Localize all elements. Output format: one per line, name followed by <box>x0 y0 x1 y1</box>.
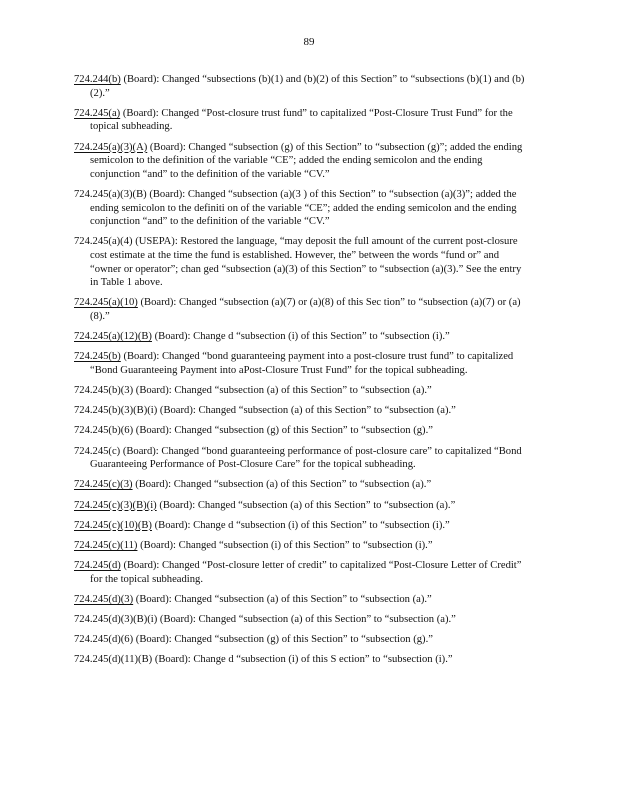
entry-text: (Board): Changed “subsection (a)(3 ) of this Section” to “subsection (a)(3)”; added the ending semicolon to the definiti on of the variable “CE”; added the ending semicolon and the ending conjunction “and” to the definition of the variable “CV.” <box>90 188 517 228</box>
amendment-entry <box>74 559 532 586</box>
section-reference: 724.245(a)(3)(B) <box>74 188 147 200</box>
amendment-entry <box>74 613 532 627</box>
section-reference: 724.245(a)(4) <box>74 236 133 248</box>
section-reference: 724.245(b)(6) <box>74 425 134 437</box>
section-reference: 724.245(d) <box>74 560 121 572</box>
section-reference: 724.245(c)(10)(B) <box>74 519 152 531</box>
section-reference: 724.245(a)(3)(A) <box>74 141 148 153</box>
amendment-entry <box>74 384 532 398</box>
amendment-entry <box>74 141 532 182</box>
section-reference: 724.245(c) <box>74 445 121 457</box>
entry-text: (Board): Change d “subsection (i) of this Section” to “subsection (i).” <box>151 331 450 343</box>
section-reference: 724.245(a)(10) <box>74 297 138 309</box>
entry-text: (Board): Changed “subsection (a) of this Section” to “subsection (a).” <box>157 614 456 626</box>
section-reference: 724.245(b)(3) <box>74 385 134 397</box>
section-reference: 724.245(c)(3) <box>74 479 133 491</box>
section-reference: 724.244(b) <box>74 74 121 85</box>
entry-text: (Board): Changed “subsections (b)(1) and (b)(2) of this Section” to “subsections (b)(1) and (b)(2).” <box>90 74 525 99</box>
amendment-entry <box>74 633 532 647</box>
section-reference: 724.245(d)(6) <box>74 634 134 646</box>
section-reference: 724.245(a)(12)(B) <box>74 331 152 343</box>
entry-text: (Board): Changed “subsection (i) of this Section” to “subsection (i).” <box>137 539 433 551</box>
amendment-entry <box>74 296 532 323</box>
amendment-entry <box>74 107 532 134</box>
section-reference: 724.245(b) <box>74 351 121 363</box>
entry-text: (Board): Change d “subsection (i) of this Section” to “subsection (i).” <box>151 519 450 531</box>
entry-text: (Board): Changed “Post-closure letter of credit” to capitalized “Post-Closure Letter of Credit” for the topical subheading. <box>90 560 522 585</box>
entry-text: (Board): Changed “Post-closure trust fund” to capitalized “Post-Closure Trust Fund” for the topical subheading. <box>90 107 513 133</box>
amendment-entry <box>74 478 532 492</box>
entry-text: (Board): Changed “subsection (a) of this Section” to “subsection (a).” <box>157 405 456 417</box>
amendment-entry <box>74 445 532 472</box>
entry-text: (Board): Change d “subsection (i) of this S ection” to “subsection (i).” <box>152 654 453 666</box>
entry-text: (Board): Changed “subsection (g) of this Section” to “subsection (g).” <box>133 634 433 646</box>
entry-text: (Board): Changed “subsection (a) of this Section” to “subsection (a).” <box>156 499 456 511</box>
amendment-entry <box>74 330 532 344</box>
entry-text: (Board): Changed “subsection (g) of this Section” to “subsection (g)”; added the ending semicolon to the definition of the variable “CE”; added the ending semicolon and the ending conjunction “and” to the definition of the variable “CV.” <box>90 141 523 180</box>
page-number: 89 <box>303 36 315 48</box>
amendment-entry <box>74 350 532 377</box>
amendment-entry <box>74 539 532 553</box>
section-reference: 724.245(c)(3)(B)(i) <box>74 499 157 511</box>
amendment-entry <box>74 73 532 100</box>
entry-text: (Board): Changed “bond guaranteeing payment into a post-closure trust fund” to capitalized “Bond Guaranteeing Payment into aPost-Closure Trust Fund” for the topical subheading. <box>90 351 514 376</box>
amendment-entry <box>74 653 532 667</box>
amendment-entry <box>74 188 532 229</box>
section-reference: 724.245(d)(3)(B)(i) <box>74 614 158 626</box>
amendment-entry <box>74 499 532 513</box>
entry-text: (Board): Changed “subsection (a) of this Section” to “subsection (a).” <box>133 385 432 397</box>
section-reference: 724.245(d)(3) <box>74 593 134 605</box>
amendment-entry <box>74 404 532 418</box>
amendment-entry <box>74 519 532 533</box>
entry-text: (Board): Changed “bond guaranteeing performance of post-closure care” to capitalized “Bond Guaranteeing Performance of Post-Closure Care” for the topical subheading. <box>90 445 522 471</box>
entry-text: (Board): Changed “subsection (g) of this Section” to “subsection (g).” <box>133 425 433 437</box>
section-reference: 724.245(c)(11) <box>74 539 138 551</box>
entry-text: (Board): Changed “subsection (a) of this Section” to “subsection (a).” <box>133 593 432 605</box>
entry-text: (USEPA): Restored the language, “may deposit the full amount of the current post-closure cost estimate at the time the fund is established. However, the” between the words “fund or” and “owner or operator”; chan ged “subsection (a)(3) of this Section” to “subsection (a)(3).” See the entry in Table 1 above. <box>90 236 522 289</box>
amendment-entries-list <box>74 73 532 674</box>
section-reference: 724.245(a) <box>74 107 121 119</box>
entry-text: (Board): Changed “subsection (a) of this Section” to “subsection (a).” <box>132 479 432 491</box>
amendment-entry <box>74 424 532 438</box>
amendment-entry <box>74 593 532 607</box>
section-reference: 724.245(b)(3)(B)(i) <box>74 405 158 417</box>
section-reference: 724.245(d)(11)(B) <box>74 654 153 666</box>
amendment-entry <box>74 235 532 289</box>
entry-text: (Board): Changed “subsection (a)(7) or (a)(8) of this Sec tion” to “subsection (a)(7) or (a)(8).” <box>90 297 521 322</box>
